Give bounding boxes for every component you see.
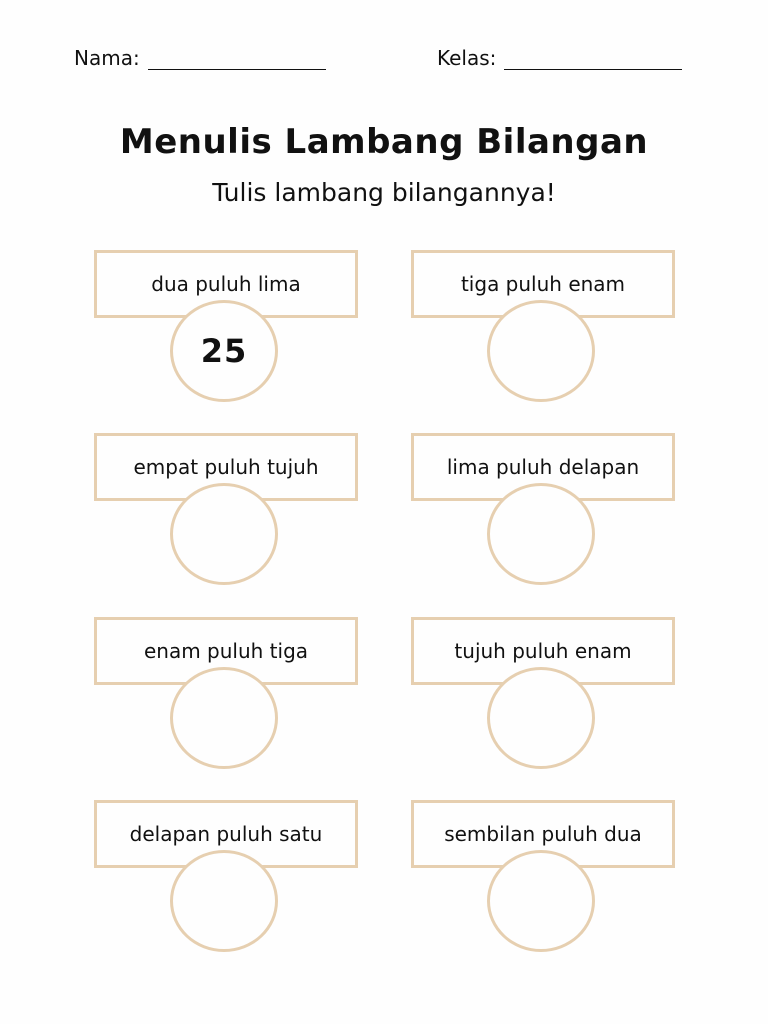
answer-circle[interactable] (487, 483, 595, 585)
answer-circle[interactable] (487, 300, 595, 402)
number-words-box: sembilan puluh dua (411, 800, 675, 868)
number-words-box: empat puluh tujuh (94, 433, 358, 501)
name-input-line[interactable] (148, 49, 326, 70)
number-words-box: enam puluh tiga (94, 617, 358, 685)
class-label: Kelas: (437, 46, 497, 70)
number-words-box: tujuh puluh enam (411, 617, 675, 685)
name-field (74, 46, 326, 70)
answer-circle[interactable] (487, 850, 595, 952)
exercise-item-6 (411, 617, 675, 777)
class-input-line[interactable] (504, 49, 682, 70)
answer-circle[interactable] (170, 850, 278, 952)
number-words-box: dua puluh lima (94, 250, 358, 318)
answer-circle[interactable] (170, 667, 278, 769)
exercise-item-8 (411, 800, 675, 960)
worksheet-instruction: Tulis lambang bilangannya! (212, 178, 556, 207)
class-field (437, 46, 682, 70)
number-words-box: lima puluh delapan (411, 433, 675, 501)
answer-circle[interactable]: 25 (170, 300, 278, 402)
answer-circle[interactable] (170, 483, 278, 585)
worksheet-title: Menulis Lambang Bilangan (119, 122, 649, 162)
exercise-item-7 (94, 800, 358, 960)
name-label: Nama: (74, 46, 140, 70)
exercise-item-5 (94, 617, 358, 777)
exercise-item-3 (94, 433, 358, 593)
answer-circle[interactable] (487, 667, 595, 769)
exercise-item-1 (94, 250, 358, 410)
number-words-box: delapan puluh satu (94, 800, 358, 868)
worksheet-header (0, 46, 768, 76)
exercise-item-4 (411, 433, 675, 593)
number-words-box: tiga puluh enam (411, 250, 675, 318)
exercise-item-2 (411, 250, 675, 410)
